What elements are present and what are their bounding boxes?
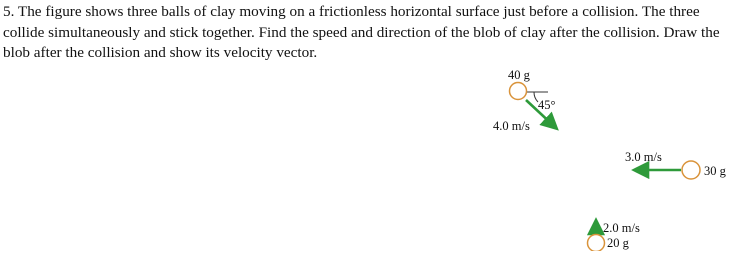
ball-c-speed-label: 2.0 m/s	[603, 221, 640, 235]
ball-b-mass-label: 30 g	[704, 164, 726, 178]
ball-c-mass-label: 20 g	[607, 236, 629, 250]
ball-a	[510, 83, 527, 100]
ball-b	[682, 161, 700, 179]
ball-b-speed-label: 3.0 m/s	[625, 150, 662, 164]
angle-label: 45°	[538, 98, 556, 112]
problem-statement: 5. The figure shows three balls of clay moving on a frictionless horizontal surface just before a collision. The three collide simultaneously and stick together. Find the speed and direction of the blob of clay after the collision. Draw the blob after the collision and show its velocity vector.	[3, 3, 720, 61]
ball-a-mass-label: 40 g	[508, 68, 530, 82]
ball-c	[588, 235, 605, 252]
ball-a-speed-label: 4.0 m/s	[493, 119, 530, 133]
